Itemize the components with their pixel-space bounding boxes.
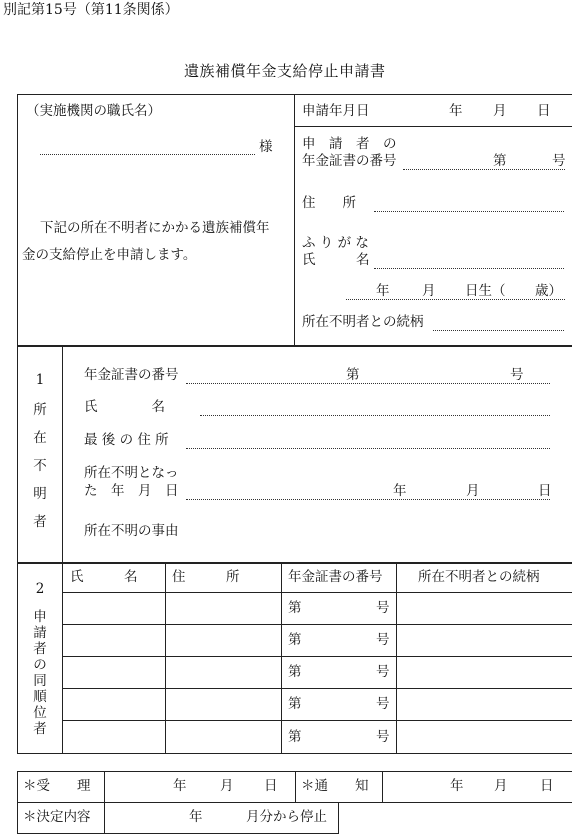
decision-divider — [104, 802, 105, 834]
form-title: 遺族補償年金支給停止申請書 — [184, 62, 386, 80]
section-2-label-char: 同 — [33, 673, 47, 689]
name-label: 氏 名 — [302, 252, 370, 268]
receipt-label: ＊受 理 — [23, 778, 91, 794]
receipt-year: 年 — [173, 778, 187, 794]
applicant-address-field[interactable] — [374, 211, 564, 212]
header-address: 住 所 — [172, 569, 240, 585]
section-2-label-char: の — [33, 657, 47, 673]
statement-line-2: 金の支給停止を申請します。 — [22, 247, 197, 263]
row-divider — [62, 624, 572, 625]
last-address-label: 最 後 の 住 所 — [84, 432, 169, 448]
birth-day-label: 日生（ — [465, 283, 506, 299]
decision-label: ＊決定内容 — [23, 809, 91, 825]
notice-divider-left — [295, 771, 296, 803]
date-year-label: 年 — [449, 103, 463, 119]
row-dai: 第 — [288, 632, 302, 648]
applicant-pension-label-2: 年金証書の番号 — [302, 153, 397, 169]
decision-stop-suffix: 月分から停止 — [246, 809, 327, 825]
row-dai: 第 — [288, 600, 302, 616]
section-1-label-char: 所 — [33, 402, 47, 418]
missing-month-label: 月 — [466, 483, 480, 499]
section-1-label-char: 者 — [33, 514, 47, 530]
date-row-divider — [294, 126, 572, 127]
row-divider — [62, 720, 572, 721]
notice-day: 日 — [540, 778, 554, 794]
row-dai: 第 — [288, 729, 302, 745]
decision-year: 年 — [189, 809, 203, 825]
row-go: 号 — [376, 600, 390, 616]
sama-suffix: 様 — [259, 139, 273, 155]
receipt-divider — [104, 771, 105, 803]
applicant-pension-label-1: 申 請 者 の — [302, 136, 397, 152]
section-1-label-char: 明 — [33, 486, 47, 502]
header-pension-number: 年金証書の番号 — [288, 569, 383, 585]
missing-go: 号 — [510, 367, 524, 383]
application-date-label: 申請年月日 — [302, 103, 370, 119]
row-divider — [62, 688, 572, 689]
last-address-field[interactable] — [186, 448, 550, 449]
header-name: 氏 名 — [70, 569, 138, 585]
section-2-label-char: 順 — [33, 689, 47, 705]
row-go: 号 — [376, 632, 390, 648]
row-dai: 第 — [288, 696, 302, 712]
applicant-go: 号 — [552, 153, 566, 169]
address-label: 住 所 — [302, 195, 356, 211]
notice-divider-right — [382, 771, 383, 803]
age-label: 歳） — [535, 283, 562, 299]
agency-name-line[interactable] — [40, 154, 255, 155]
section-2-label-char: 者 — [33, 641, 47, 657]
section-1-label-char: 不 — [33, 458, 47, 474]
row-divider — [62, 656, 572, 657]
missing-dai: 第 — [346, 367, 360, 383]
missing-day-label: 日 — [538, 483, 552, 499]
date-month-label: 月 — [493, 103, 507, 119]
missing-pension-number-field[interactable] — [186, 383, 550, 384]
statement-line-1: 下記の所在不明者にかかる遺族補償年 — [40, 220, 270, 236]
agency-label: （実施機関の職氏名） — [26, 103, 161, 119]
row-go: 号 — [376, 696, 390, 712]
receipt-month: 月 — [220, 778, 234, 794]
missing-reason-label: 所在不明の事由 — [84, 523, 179, 539]
relation-field[interactable] — [433, 330, 564, 331]
section-2-label-char: 請 — [33, 625, 47, 641]
missing-name-field[interactable] — [200, 415, 550, 416]
missing-date-field[interactable] — [186, 499, 550, 500]
section-2-label-char: 申 — [33, 609, 47, 625]
relation-label: 所在不明者との続柄 — [302, 314, 424, 330]
notice-label: ＊通 知 — [301, 778, 369, 794]
row-go: 号 — [376, 729, 390, 745]
header-row-divider — [62, 592, 572, 593]
notice-month: 月 — [494, 778, 508, 794]
notice-year: 年 — [450, 778, 464, 794]
form-number-note: 別記第15号（第11条関係） — [3, 2, 179, 18]
missing-year-label: 年 — [393, 483, 407, 499]
missing-name-label: 氏 名 — [84, 399, 165, 415]
birth-date-field[interactable] — [346, 299, 565, 300]
missing-date-label-1: 所在不明となっ — [84, 465, 179, 481]
birth-year-label: 年 — [376, 283, 390, 299]
section-1-number: 1 — [35, 372, 45, 388]
missing-pension-label: 年金証書の番号 — [84, 367, 179, 383]
section-1-label-char: 在 — [33, 430, 47, 446]
row-dai: 第 — [288, 664, 302, 680]
top-divider — [294, 94, 295, 346]
applicant-name-field[interactable] — [374, 268, 564, 269]
row-go: 号 — [376, 664, 390, 680]
receipt-day: 日 — [264, 778, 278, 794]
section-2-number: 2 — [35, 581, 45, 597]
birth-month-label: 月 — [422, 283, 436, 299]
applicant-dai: 第 — [493, 153, 507, 169]
header-relation: 所在不明者との続柄 — [418, 569, 540, 585]
section-2-label-char: 位 — [33, 705, 47, 721]
section-1-divider — [62, 346, 63, 563]
missing-date-label-2: た 年 月 日 — [84, 483, 179, 499]
date-day-label: 日 — [537, 103, 551, 119]
section-2-label-char: 者 — [33, 721, 47, 737]
applicant-pension-number-field[interactable] — [403, 169, 565, 170]
furigana-label: ふ り が な — [302, 235, 369, 251]
